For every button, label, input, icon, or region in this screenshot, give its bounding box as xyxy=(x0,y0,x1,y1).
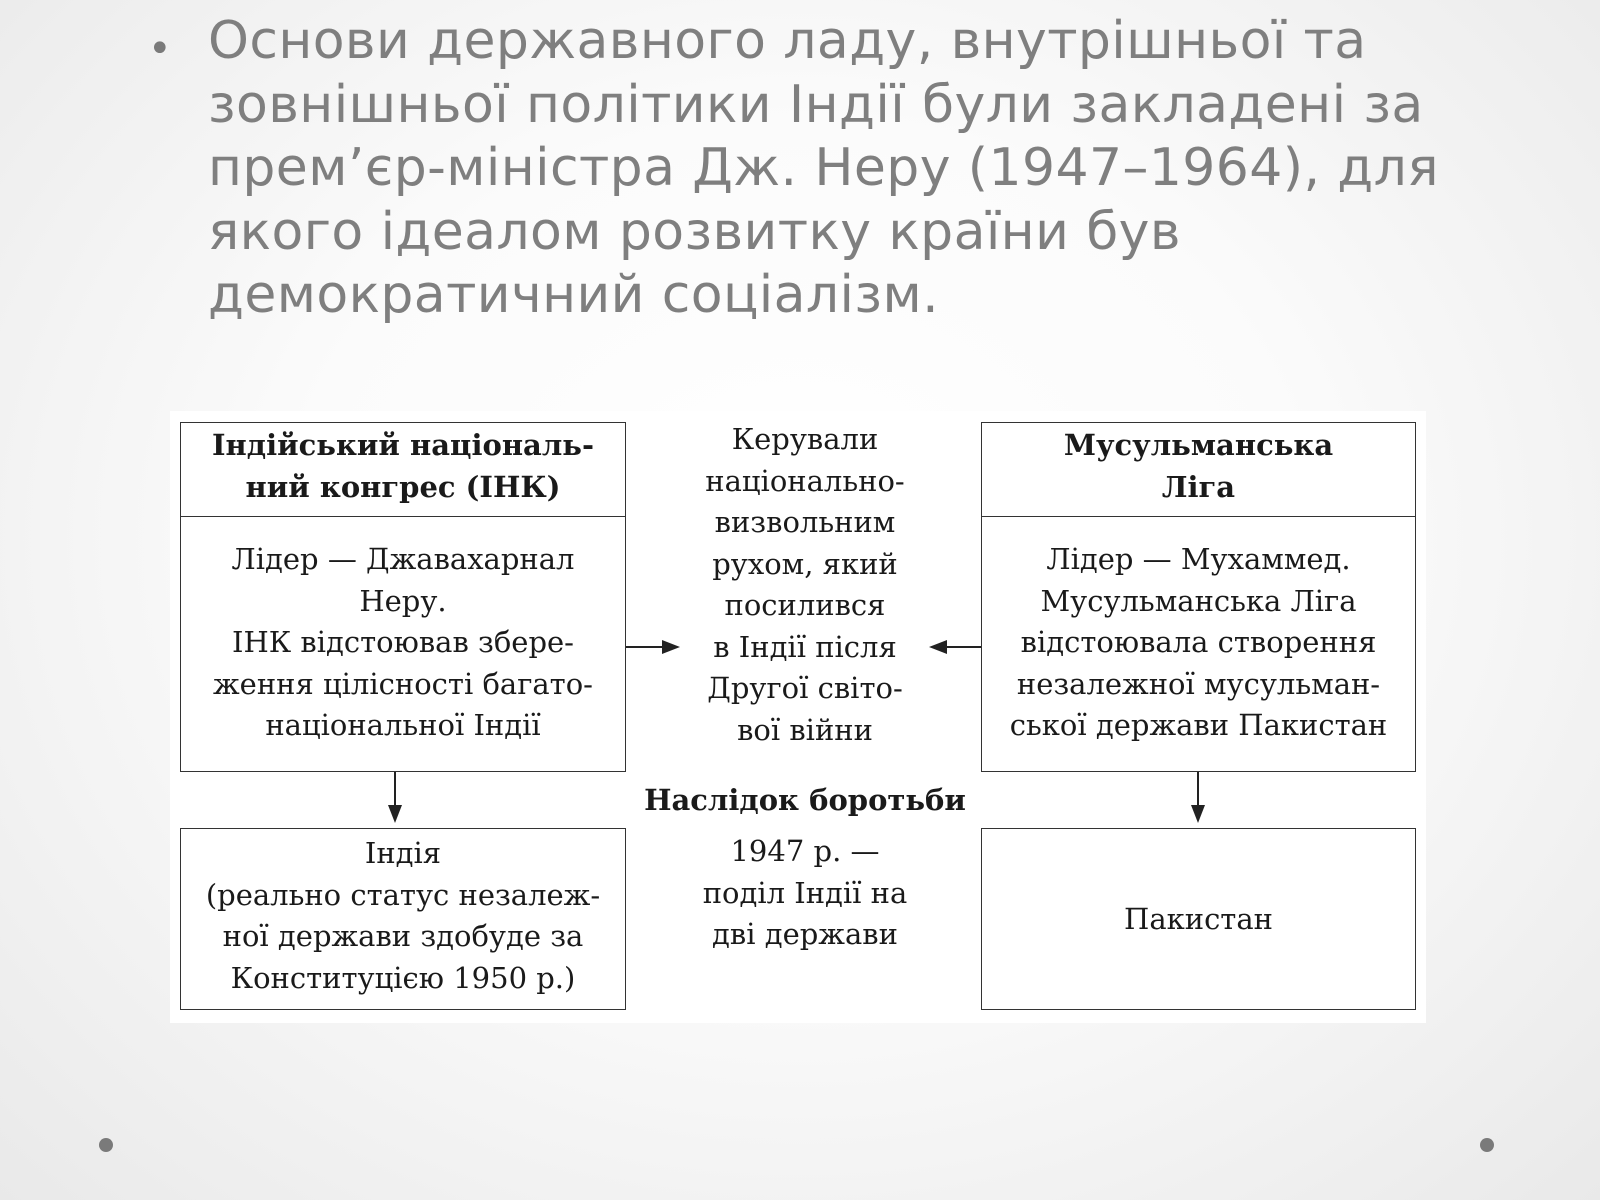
india-line: Конституцією 1950 р.) xyxy=(230,960,576,995)
center-line: Другої світо- xyxy=(707,671,903,705)
center-line: національно- xyxy=(705,463,905,498)
league-body-line: відстоювала створення xyxy=(1020,625,1377,659)
india-partition-diagram xyxy=(170,411,1426,1023)
inc-body-line: Лідер — Джавахарнал xyxy=(231,542,575,576)
consequence-line: поділ Індії на xyxy=(702,875,908,910)
india-line: (реально статус незалеж- xyxy=(205,877,601,912)
diagram-arrows xyxy=(170,411,1426,1023)
league-title-line: Ліга xyxy=(1161,469,1236,504)
arrow-inc-to-center-head xyxy=(662,640,680,654)
inc-body-line: Неру. xyxy=(359,583,447,618)
inc-title-line: ний конгрес (ІНК) xyxy=(245,469,561,504)
center-line: рухом, який xyxy=(712,546,898,581)
center-line: посилився xyxy=(724,588,886,622)
bullet-line: зовнішньої політики Індії були закладені за xyxy=(208,74,1424,135)
consequence-line: 1947 р. — xyxy=(730,834,880,868)
league-body-line: Мусульманська Ліга xyxy=(1040,583,1357,618)
bullet-line: Основи державного ладу, внутрішньої та xyxy=(208,11,1367,71)
league-body-line: ської держави Пакистан xyxy=(1009,708,1388,742)
center-line: в Індії після xyxy=(713,629,897,664)
inc-title-line: Індійський національ- xyxy=(211,428,595,462)
left-corner-dot-icon xyxy=(99,1138,113,1152)
league-title-line: Мусульманська xyxy=(1063,428,1334,462)
inc-body-line: національної Індії xyxy=(265,708,541,742)
right-corner-dot-icon xyxy=(1480,1138,1494,1152)
league-body-line: Лідер — Мухаммед. xyxy=(1046,542,1351,576)
bullet-line: демократичний соціалізм. xyxy=(208,265,939,325)
center-line: Керували xyxy=(731,422,879,456)
arrow-league-to-center-head xyxy=(929,640,947,654)
inc-body-line: ІНК відстоював збере- xyxy=(232,625,574,659)
india-line: Індія xyxy=(364,836,442,870)
bullet-line: прем’єр-міністра Дж. Неру (1947–1964), для xyxy=(208,138,1439,198)
center-line: вої війни xyxy=(737,712,873,747)
bullet-dot-icon: • xyxy=(148,26,172,72)
bullet-line: якого ідеалом розвитку країни був xyxy=(208,201,1181,262)
pakistan-label: Пакистан xyxy=(1124,902,1273,936)
consequence-line: дві держави xyxy=(712,917,898,951)
india-line: ної держави здобуде за xyxy=(222,919,584,953)
inc-body-line: ження цілісності багато- xyxy=(213,666,593,701)
league-body-line: незалежної мусульман- xyxy=(1016,666,1381,701)
arrow-league-down-head xyxy=(1191,805,1205,823)
center-line: визвольним xyxy=(714,505,896,539)
arrow-inc-down-head xyxy=(388,805,402,823)
consequence-heading: Наслідок боротьби xyxy=(644,783,966,817)
bullet-text xyxy=(208,10,1538,328)
